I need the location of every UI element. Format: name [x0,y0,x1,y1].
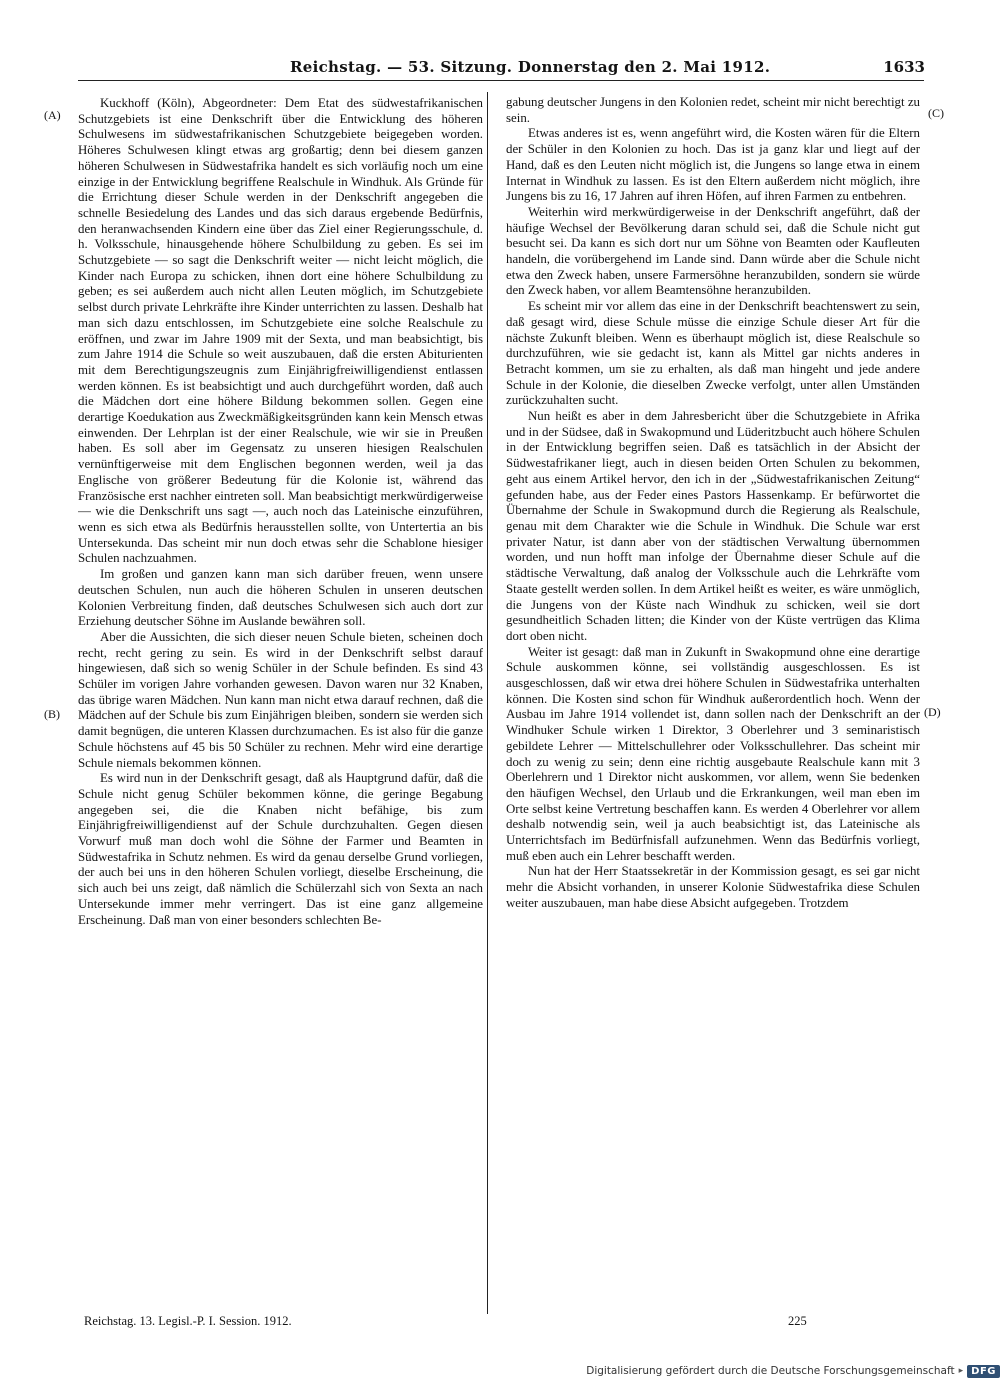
footer-session-info: Reichstag. 13. Legisl.-P. I. Session. 1912. [84,1314,292,1328]
dfg-notice-text: Digitalisierung gefördert durch die Deutsche Forschungsgemeinschaft [586,1365,955,1377]
margin-marker-a: (A) [44,108,61,122]
footer-sheet-number: 225 [788,1314,807,1328]
column-divider [487,92,488,1314]
paragraph-4: Es wird nun in der Denkschrift gesagt, daß als Hauptgrund dafür, daß die Schule nicht genug Schüler bekommen könne, die geringe Begabung angegeben sei, die die Knaben nicht befähige, bis zum Einjährigfreiwilligendienst auf der Schule durchzuhalten. Gegen diesen Vorwurf muß man doch wohl die Söhne der Farmer und Beamten in Südwestafrika in Schutz nehmen. Es wird da genau derselbe Grund vorliegen, der auch bei uns in den höheren Schulen vorliegt, dieselbe Erscheinung, die sich auch bei uns zeigt, daß nämlich die Schülerzahl sich von Sexta an nach Untersekunde immer mehr verringert. Das ist eine ganz allgemeine Erscheinung. Daß man von einer besonders schlechten Be- [78,771,483,927]
left-column [78,96,483,1308]
header-rule [78,80,924,81]
arrow-icon: ▸ [958,1366,964,1376]
running-header: Reichstag. — 53. Sitzung. Donnerstag den 2. Mai 1912. [290,58,771,76]
paragraph-1: Kuckhoff (Köln), Abgeordneter: Dem Etat des südwestafrikanischen Schutzgebiets ist eine Denkschrift über die Entwicklung des höheren Schulwesens im südwestafrikanischen Schutzgebiete beigegeben worden. Höheres Schulwesen klingt etwas arg großartig; denn bei diesem ganzen höheren Schulwesen in Südwestafrika handelt es sich vorläufig noch um eine einzige in der Entwicklung begriffene Realschule in Windhuk. Als Gründe für die Errichtung dieser Schule werden in der Denkschrift angegeben die schnelle Besiedelung des Landes und das sich daraus ergebende Bedürfnis, den heranwachsenden Kindern eine über das Ziel einer Regierungsschule, d. h. Volksschule, hinausgehende höhere Schulbildung zu geben. Es sei im Schutzgebiete — so sagt die Denkschrift weiter — nicht leicht möglich, die Kinder nach Europa zu schicken, ihnen dort eine höhere Schulbildung zu geben; es sei außerdem auch nicht allen Leuten möglich, im Schutzgebiete selbst durch private Lehrkräfte ihre Kinder unterrichten zu lassen. Deshalb hat man sich dazu entschlossen, im Schutzgebiete eine solche Realschule zu eröffnen, und zwar im Jahre 1909 mit der Sexta, und man beabsichtigt, bis zum Jahre 1914 die Schule so weit auszubauen, daß die ersten Abiturienten mit dem Berechtigungszeugnis zum Einjährigfreiwilligendienst entlassen werden können. Es ist beabsichtigt und auch durchgeführt worden, daß auch die Mädchen dort eine höhere Bildung bekommen sollen. Gegen eine derartige Koedukation aus Zweckmäßigkeitsgründen kann kein Mensch etwas einwenden. Der Lehrplan ist der einer Realschule, wie wir sie in Preußen haben. Es soll aber im Gegensatz zu unseren hiesigen Realschulen vernünftigerweise mit dem Englischen begonnen werden, weil ja das Englische von größerer Bedeutung für die Kolonie ist, während das Französische erst nachher eintreten soll. Man beabsichtigt merkwürdigerweise — wie die Denkschrift uns sagt —, auch noch das Lateinische einzuführen, wenn es sich etwa als Bedürfnis herausstellen sollte, von Untertertia an bis Untersekunda. Das scheint mir nun doch etwas sehr die Schablone hiesiger Schulen nachzuahmen. [78,96,483,566]
paragraph-2: Im großen und ganzen kann man sich darüber freuen, wenn unsere deutschen Schulen, nun auch die höheren Schulen in unseren deutschen Kolonien Verbreitung finden, daß deutsches Schulwesen sich auch dort zur Erziehung deutscher Söhne im Auslande bewähren soll. [78,567,483,629]
right-column [506,95,920,1307]
margin-marker-b: (B) [44,707,60,721]
paragraph-8: Nun heißt es aber in dem Jahresbericht über die Schutzgebiete in Afrika und in der Südsee, daß in Swakopmund und Lüderitzbucht auch höhere Schulen in der Entwicklung begriffen seien. Daß es tatsächlich in der Absicht der Südwestafrikaner liegt, auch in diesen beiden Orten Schulen zu bekommen, geht aus einem Artikel hervor, den ich in der „Südwestafrikanischen Zeitung“ gefunden habe, aus der Feder eines Pastors Hassenkamp. Er befürwortet die Übernahme der Schule in Swakopmund durch die Regierung als Realschule, genau mit dem Charakter wie die Schule in Windhuk. Die Schule war erst privater Natur, ist dann aber von der städtischen Verwaltung übernommen worden, und nun hofft man infolge der Übernahme dieser Schule auf die städtische Verwaltung, daß analog der Volksschule auch die Lehrkräfte vom Staate gestellt werden sollen. In dem Artikel heißt es weiter, es wäre unmöglich, die Jungens von der Küste nach Windhuk zu schicken, weil sie dort gesundheitlich Schaden litten; die Kinder von der Küste vertrügen das Klima dort oben nicht. [506,409,920,643]
paragraph-continuation: gabung deutscher Jungens in den Kolonien redet, scheint mir nicht berechtigt zu sein. [506,95,920,125]
dfg-logo-icon: DFG [967,1365,1000,1378]
paragraph-7: Es scheint mir vor allem das eine in der Denkschrift beachtenswert zu sein, daß gesagt wird, diese Schule müsse die einzige Schule dieser Art für die nächste Zukunft bleiben. Wenn es überhaupt möglich ist, diese Realschule so durchzuführen, wie sie gedacht ist, kann als Mittel gar nichts anderes in Betracht kommen, um sie zu erhalten, als daß man hingeht und jede andere Schule in der Kolonie, die dieselben Zwecke verfolgt, unter allen Umständen zurückzuhalten sucht. [506,299,920,408]
page-number: 1633 [883,58,925,76]
margin-marker-c: (C) [928,106,944,120]
paragraph-6: Weiterhin wird merkwürdigerweise in der Denkschrift angeführt, daß der häufige Wechsel der Bevölkerung daran schuld sei, daß die Schule nicht gut besucht sei. Da kann es sich dort nur um Söhne von Beamten oder Kaufleuten handeln, die vorübergehend im Lande sind. Dann würde aber die Schule nicht etwa den Zweck haben, unsere Farmersöhne heranzubilden, sondern sie würde den Zweck haben, vor allem Beamtensöhne heranzubilden. [506,204,920,298]
paragraph-3: Aber die Aussichten, die sich dieser neuen Schule bieten, scheinen doch recht, recht gering zu sein. Es wird in der Denkschrift selbst darauf hingewiesen, daß sich so wenig Schüler in der Schule befinden. Es sind 43 Schüler im vorigen Jahre vorhanden gewesen. Davon waren nur 32 Knaben, das übrige waren Mädchen. Nun kann man nicht etwa darauf rechnen, daß die Mädchen auf der Schule bis zum Einjährigen bleiben, sondern sie werden sich damit begnügen, die unteren Klassen durchzumachen. Es ist also für die ganze Schule höchstens auf 45 bis 50 Schüler zu rechnen. Mehr wird eine derartige Schule niemals bekommen können. [78,629,483,770]
margin-marker-d: (D) [924,705,941,719]
dfg-funding-notice [586,1361,1000,1381]
paragraph-9: Weiter ist gesagt: daß man in Zukunft in Swakopmund ohne eine derartige Schule auskommen könne, sei vollständig ausgeschlossen. Es ist ausgeschlossen, daß wir etwa drei höhere Schulen in Südwestafrika unterhalten können. Die Kosten sind schon für Windhuk außerordentlich hoch. Wenn der Ausbau im Jahre 1914 vollendet ist, dann sollen nach der Denkschrift an der Windhuker Schule wirken 1 Direktor, 3 Oberlehrer und 3 seminaristisch gebildete Lehrer — Mittelschullehrer oder Volksschullehrer. Das scheint mir doch zu wenig zu sein; denn eine richtig ausgebaute Realschule kann mit 3 Oberlehrern und 1 Direktor nicht auskommen, vor allem, wenn Sie bedenken den häufigen Wechsel, den Urlaub und die Erkrankungen, weil man eben im Orte selbst keine Vertretung beschaffen kann. Es werden 4 Oberlehrer vor allem deshalb notwendig sein, weil ja auch beabsichtigt ist, das Lateinische als Unterrichtsfach im Bedürfnisfall aufzunehmen. Wenn das Bedürfnis vorliegt, muß eben auch ein Lehrer beschafft werden. [506,644,920,863]
paragraph-10: Nun hat der Herr Staatssekretär in der Kommission gesagt, es sei gar nicht mehr die Absicht vorhanden, in unserer Kolonie Südwestafrika diese Schulen weiter auszubauen, man habe diese Absicht aufgegeben. Trotzdem [506,864,920,910]
paragraph-5: Etwas anderes ist es, wenn angeführt wird, die Kosten wären für die Eltern der Schüler in den Kolonien zu hoch. Das ist ja ganz klar und liegt auf der Hand, daß es den Leuten nicht möglich ist, die Jungens so lange etwa in einem Internat in Windhuk zu lassen. Es ist den Eltern außerdem nicht möglich, ihre Jungens bis zu 16, 17 Jahren auf ihren Höfen, auf ihren Farmen zu entbehren. [506,126,920,204]
